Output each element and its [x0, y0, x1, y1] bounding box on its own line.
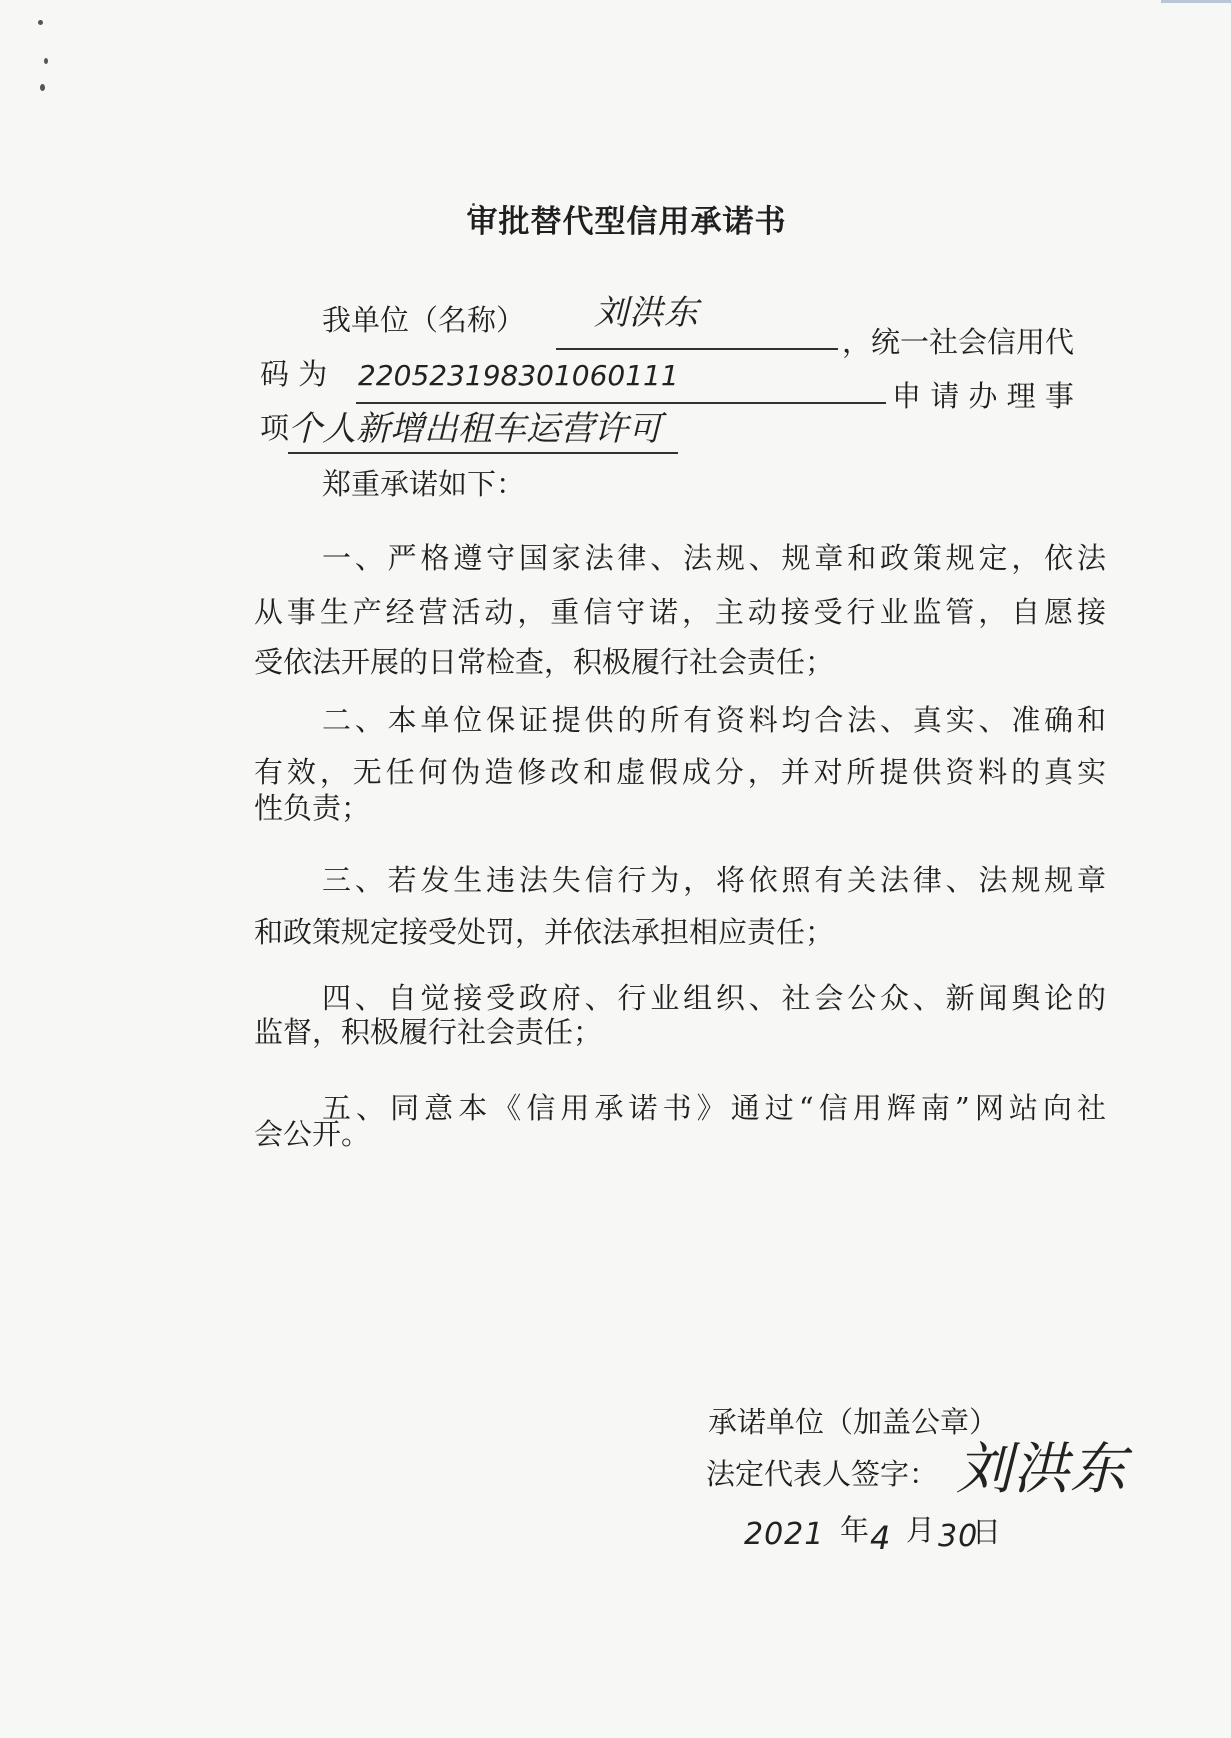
scan-speck [38, 20, 43, 25]
paragraph-2-line-3: 性负责； [254, 791, 371, 825]
credit-code-label: ，统一社会信用代 [842, 325, 1075, 359]
paragraph-2-line-1: 二、本单位保证提供的所有资料均合法、真实、准确和 [322, 703, 1106, 737]
paragraph-3-line-2: 和政策规定接受处罚，并依法承担相应责任； [254, 915, 835, 949]
paragraph-1-line-1: 一、严格遵守国家法律、法规、规章和政策规定，依法 [322, 541, 1106, 575]
code-label: 码 为 [260, 357, 328, 391]
unit-name-underline [556, 348, 838, 350]
paragraph-4-line-2: 监督，积极履行社会责任； [254, 1015, 603, 1049]
unit-name-handwritten: 刘洪东 [594, 293, 699, 333]
date-day-char: 日 [972, 1515, 1002, 1549]
scan-speck [44, 58, 48, 64]
date-month: 4 [870, 1519, 892, 1557]
item-handwritten: 个人新增出租车运营许可 [288, 409, 662, 449]
legal-rep-signature: 刘洪东 [956, 1437, 1127, 1502]
paragraph-4-line-1: 四、自觉接受政府、行业组织、社会公众、新闻舆论的 [322, 981, 1106, 1015]
item-underline [288, 452, 678, 454]
date-day: 30 [938, 1519, 979, 1554]
date-year-char: 年 [840, 1513, 870, 1547]
date-month-char: 月 [906, 1513, 936, 1547]
seal-unit-label: 承诺单位（加盖公章） [708, 1405, 999, 1439]
item-label: 项 [260, 411, 290, 445]
scan-speck [40, 84, 45, 91]
paragraph-1-line-2: 从事生产经营活动，重信守诺，主动接受行业监管，自愿接 [254, 595, 1106, 629]
paragraph-1-line-3: 受依法开展的日常检查，积极履行社会责任； [254, 645, 835, 679]
apply-label: 申 请 办 理 事 [892, 379, 1074, 413]
paragraph-3-line-1: 三、若发生违法失信行为，将依照有关法律、法规规章 [322, 863, 1106, 897]
code-underline [356, 402, 886, 404]
document-title: 审批替代型信用承诺书 [466, 204, 787, 240]
paragraph-5-line-1: 五、同意本《信用承诺书》通过“信用辉南”网站向社 [322, 1091, 1106, 1125]
intro-text: 郑重承诺如下： [322, 467, 526, 501]
legal-rep-label: 法定代表人签字： [706, 1457, 939, 1491]
scan-edge-mark [1161, 0, 1231, 3]
credit-code-handwritten: 220523198301060111 [358, 359, 679, 392]
paragraph-2-line-2: 有效，无任何伪造修改和虚假成分，并对所提供资料的真实 [254, 755, 1106, 789]
unit-label: 我单位（名称） [322, 303, 526, 337]
date-year: 2021 [744, 1517, 825, 1552]
paragraph-5-line-2: 会公开。 [254, 1117, 371, 1151]
